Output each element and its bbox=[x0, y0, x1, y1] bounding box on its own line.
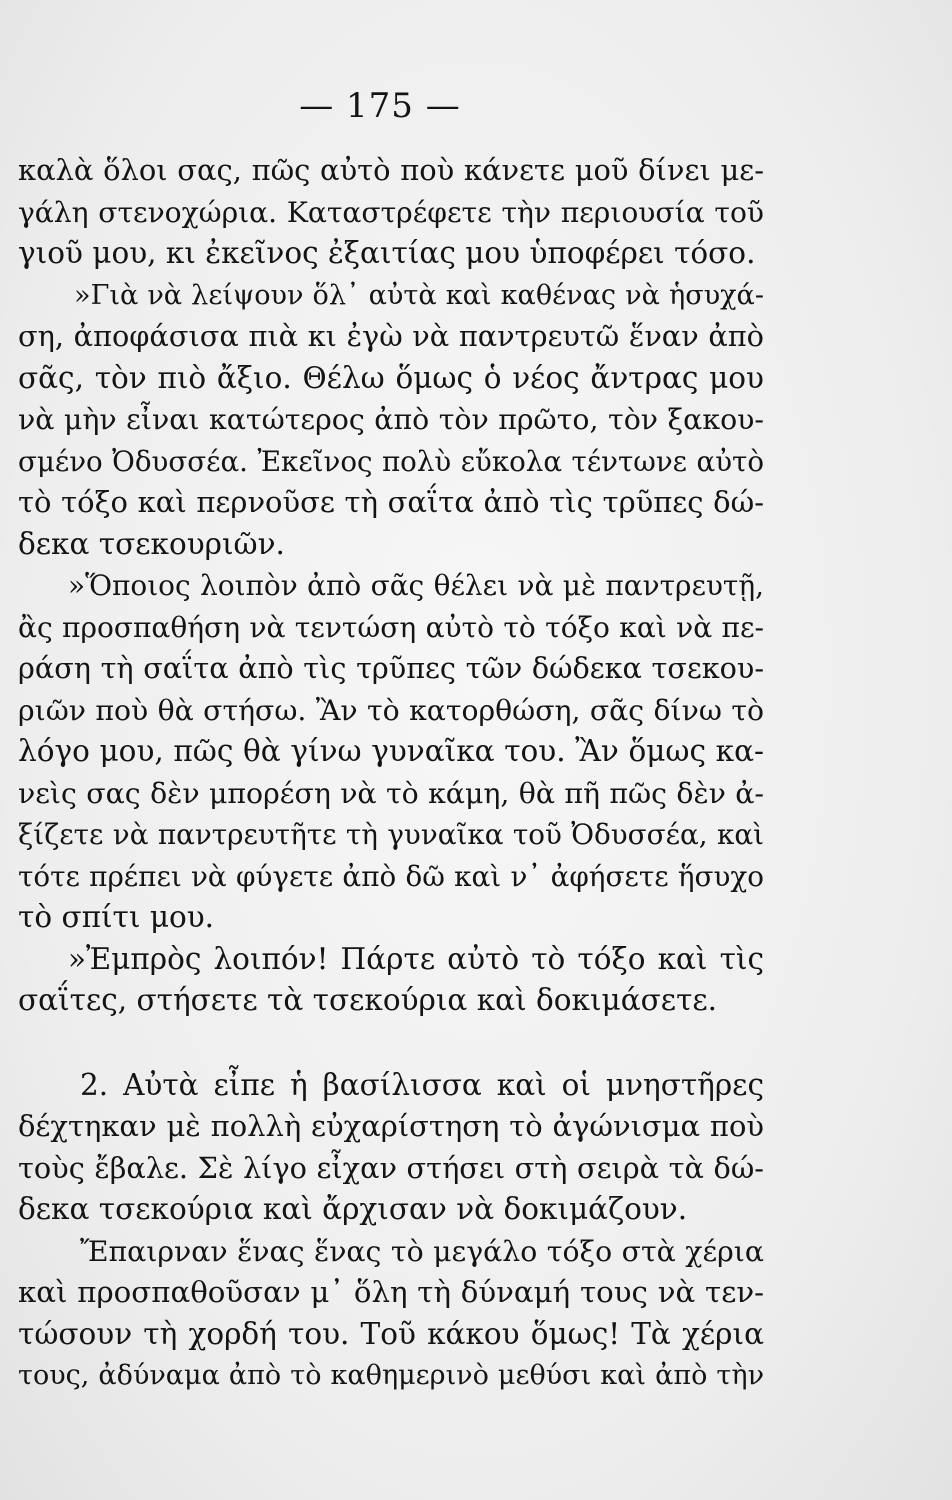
text-line: νὰ μὴν εἶναι κατώτερος ἀπὸ τὸν πρῶτο, τὸν ξακου- bbox=[18, 403, 764, 436]
text-line: νεὶς σας δὲν μπορέση νὰ τὸ κάμη, θὰ πῆ πῶς δὲν ἀ- bbox=[18, 776, 764, 810]
text-line: τὸ σπίτι μου. bbox=[18, 900, 215, 934]
text-line: »Ἐμπρὸς λοιπόν! Πάρτε αὐτὸ τὸ τόξο καὶ τὶς bbox=[68, 941, 764, 976]
text-line: Ἔπαιρναν ἕνας ἕνας τὸ μεγάλο τόξο στὰ χέρια bbox=[80, 1234, 764, 1268]
text-line: τότε πρέπει νὰ φύγετε ἀπὸ δῶ καὶ ν᾽ ἀφήσετε ἥσυχο bbox=[18, 859, 764, 893]
section-gap bbox=[18, 1022, 764, 1065]
text-line: τώσουν τὴ χορδή του. Τοῦ κάκου ὅμως! Τὰ χέρια bbox=[18, 1316, 764, 1351]
text-line: καλὰ ὅλοι σας, πῶς αὐτὸ ποὺ κάνετε μοῦ δίνει με- bbox=[18, 153, 764, 187]
text-line: δεκα τσεκουριῶν. bbox=[18, 526, 285, 561]
text-line: δέχτηκαν μὲ πολλὴ εὐχαρίστηση τὸ ἀγώνισμα ποὺ bbox=[18, 1109, 764, 1143]
text-line: ράση τὴ σαΐτα ἀπὸ τὶς τρῦπες τῶν δώδεκα τσεκου- bbox=[18, 651, 764, 685]
text-line: σαΐτες, στήσετε τὰ τσεκούρια καὶ δοκιμάσετε. bbox=[18, 983, 718, 1017]
paragraph bbox=[18, 275, 764, 566]
paragraph bbox=[18, 565, 764, 939]
text-line: γάλη στενοχώρια. Καταστρέφετε τὴν περιουσία τοῦ bbox=[18, 195, 764, 229]
text-line: γιοῦ μου, κι ἐκεῖνος ἐξαιτίας μου ὑποφέρει τόσο. bbox=[18, 236, 756, 270]
text-line: τους, ἀδύναμα ἀπὸ τὸ καθημερινὸ μεθύσι καὶ ἀπὸ τὴν bbox=[18, 1360, 764, 1391]
body-text bbox=[18, 150, 764, 1397]
text-line: ριῶν ποὺ θὰ στήσω. Ἂν τὸ κατορθώση, σᾶς δίνω τὸ bbox=[18, 693, 764, 727]
paragraph bbox=[18, 150, 764, 275]
text-line: τοὺς ἔβαλε. Σὲ λίγο εἶχαν στήσει στὴ σειρὰ τὰ δώ- bbox=[18, 1150, 764, 1185]
paragraph bbox=[18, 939, 764, 1022]
text-line: ξίζετε νὰ παντρευτῆτε τὴ γυναῖκα τοῦ Ὀδυσσέα, καὶ bbox=[18, 818, 764, 851]
text-line: »Ὅποιος λοιπὸν ἀπὸ σᾶς θέλει νὰ μὲ παντρευτῇ, bbox=[68, 569, 764, 602]
text-line: 2. Αὐτὰ εἶπε ἡ βασίλισσα καὶ οἱ μνηστῆρες bbox=[80, 1067, 764, 1102]
text-line: ἂς προσπαθήση νὰ τεντώση αὐτὸ τὸ τόξο καὶ νὰ πε- bbox=[18, 610, 764, 644]
page-number: — 175 — bbox=[299, 86, 461, 126]
paragraph bbox=[18, 1065, 764, 1231]
paragraph bbox=[18, 1231, 764, 1397]
text-line: σᾶς, τὸν πιὸ ἄξιο. Θέλω ὅμως ὁ νέος ἄντρας μου bbox=[18, 360, 764, 395]
text-line: καὶ προσπαθοῦσαν μ᾽ ὅλη τὴ δύναμή τους νὰ τεν- bbox=[18, 1275, 764, 1309]
text-line: »Γιὰ νὰ λείψουν ὅλ᾽ αὐτὰ καὶ καθένας νὰ ἡσυχά- bbox=[74, 279, 764, 311]
text-line: ση, ἀποφάσισα πιὰ κι ἐγὼ νὰ παντρευτῶ ἕναν ἀπὸ bbox=[18, 319, 764, 353]
text-line: λόγο μου, πῶς θὰ γίνω γυναῖκα του. Ἂν ὅμως κα- bbox=[18, 734, 764, 768]
text-line: σμένο Ὀδυσσέα. Ἐκεῖνος πολὺ εὔκολα τέντωνε αὐτὸ bbox=[18, 444, 764, 478]
text-line: δεκα τσεκούρια καὶ ἄρχισαν νὰ δοκιμάζουν. bbox=[18, 1192, 688, 1226]
text-line: τὸ τόξο καὶ περνοῦσε τὴ σαΐτα ἀπὸ τὶς τρῦπες δώ- bbox=[18, 485, 764, 519]
